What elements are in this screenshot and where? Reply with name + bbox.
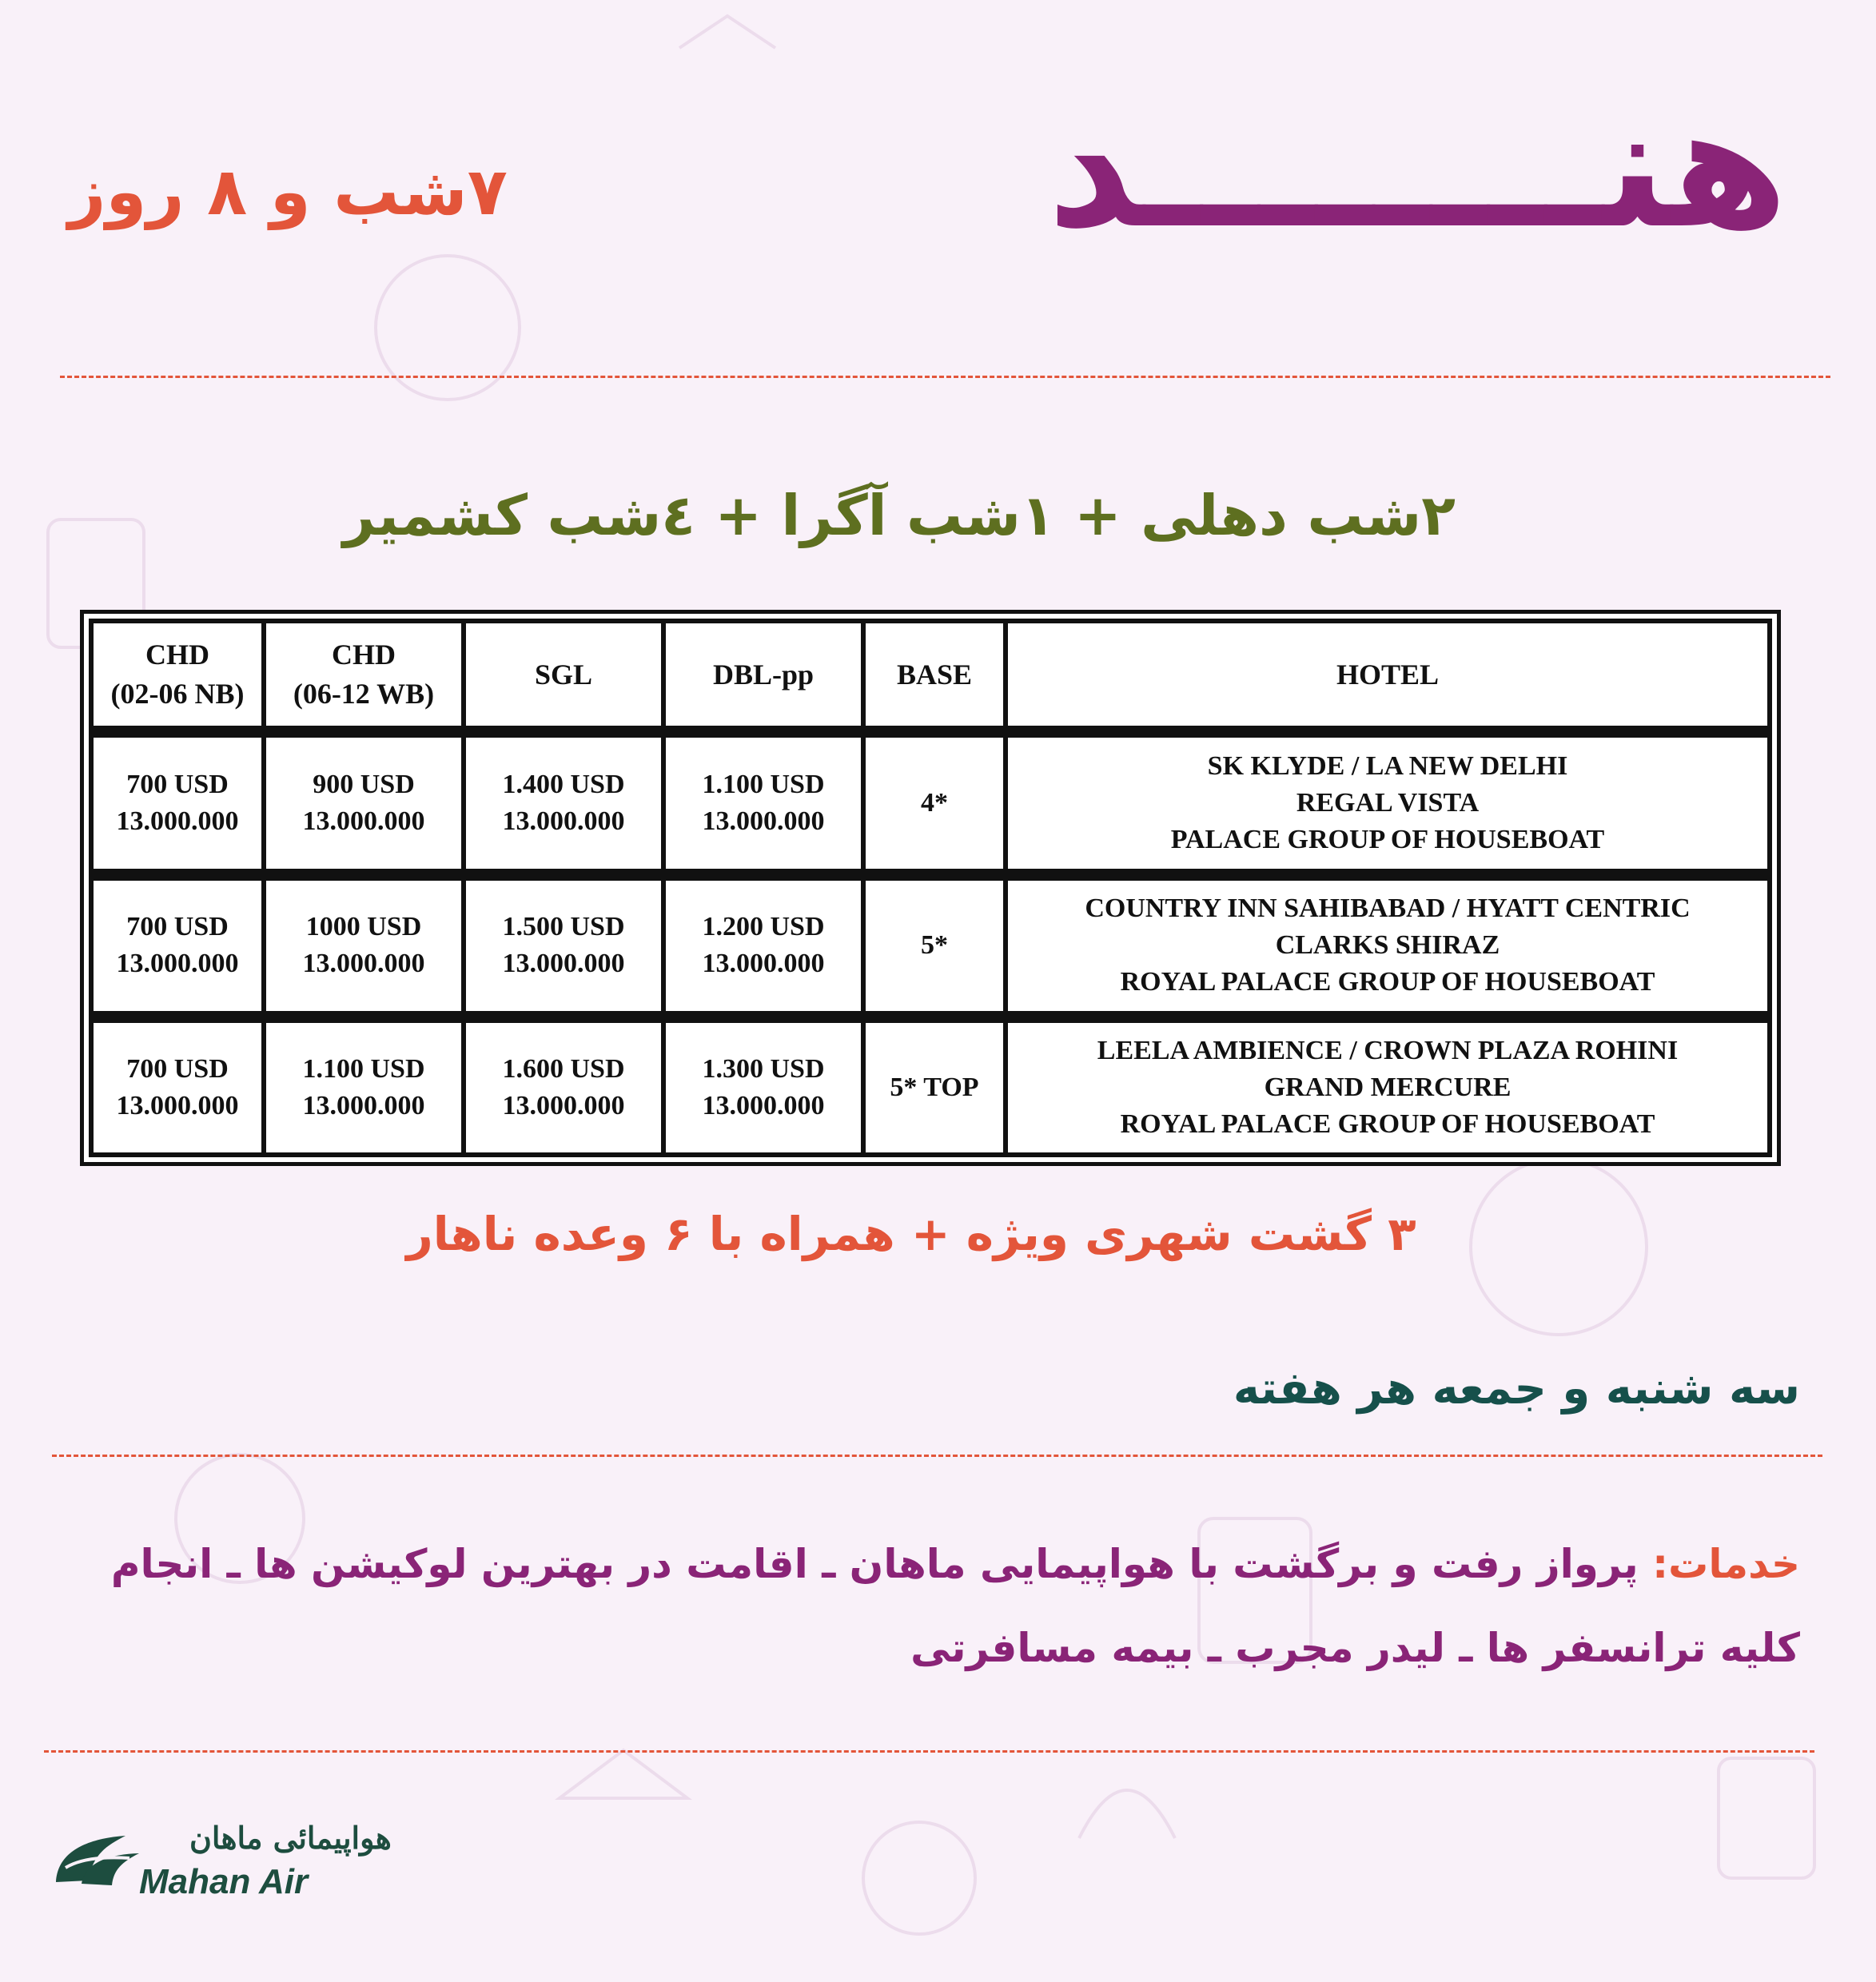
cell-sgl: 1.400 USD 13.000.000 <box>464 735 663 878</box>
table-row <box>91 735 1770 878</box>
divider-middle <box>52 1455 1822 1457</box>
divider-bottom <box>44 1750 1814 1753</box>
logo-name-en: Mahan Air <box>139 1862 309 1901</box>
cell-dbl: 1.100 USD 13.000.000 <box>663 735 863 878</box>
logo-name-fa: هواپیمائی ماهان <box>189 1820 392 1856</box>
cell-chd-nb: 700 USD 13.000.000 <box>91 878 264 1021</box>
cell-chd-wb: 1.100 USD 13.000.000 <box>264 1021 464 1155</box>
col-header-chd-wb: CHD (06-12 WB) <box>264 621 464 735</box>
table-header-row <box>91 621 1770 735</box>
col-header-dbl: DBL-pp <box>663 621 863 735</box>
divider-top <box>60 376 1830 378</box>
cell-dbl: 1.200 USD 13.000.000 <box>663 878 863 1021</box>
mahan-air-emblem-icon <box>50 1818 145 1898</box>
services-text: پرواز رفت و برگشت با هواپیمایی ماهان ـ اقامت در بهترین لوکیشن ها ـ انجام کلیه ترانسفر ها ـ لیدر مجرب ـ بیمه مسافرتی <box>110 1541 1800 1671</box>
cell-sgl: 1.600 USD 13.000.000 <box>464 1021 663 1155</box>
cell-sgl: 1.500 USD 13.000.000 <box>464 878 663 1021</box>
mahan-air-logo <box>50 1818 392 1901</box>
trip-duration: ۷شب و ۸ روز <box>68 154 508 230</box>
price-table-frame <box>80 610 1781 1166</box>
cell-base: 4* <box>863 735 1006 878</box>
cell-chd-wb: 900 USD 13.000.000 <box>264 735 464 878</box>
table-row <box>91 878 1770 1021</box>
cell-chd-wb: 1000 USD 13.000.000 <box>264 878 464 1021</box>
cell-chd-nb: 700 USD 13.000.000 <box>91 735 264 878</box>
departure-days: سه شنبه و جمعه هر هفته <box>1233 1363 1800 1415</box>
services-paragraph <box>82 1522 1800 1690</box>
cell-hotel: COUNTRY INN SAHIBABAD / HYATT CENTRIC CLARKS SHIRAZ ROYAL PALACE GROUP OF HOUSEBOAT <box>1006 878 1770 1021</box>
cell-dbl: 1.300 USD 13.000.000 <box>663 1021 863 1155</box>
col-header-hotel: HOTEL <box>1006 621 1770 735</box>
col-header-base: BASE <box>863 621 1006 735</box>
price-table <box>89 619 1772 1157</box>
tours-note: ۳ گشت شهری ویژه + همراه با ۶ وعده ناهار <box>406 1207 1416 1261</box>
cell-chd-nb: 700 USD 13.000.000 <box>91 1021 264 1155</box>
col-header-chd-nb: CHD (02-06 NB) <box>91 621 264 735</box>
route-heading: ۲شب دهلی + ۱شب آگرا + ٤شب کشمیر <box>342 483 1456 548</box>
cell-base: 5* TOP <box>863 1021 1006 1155</box>
page-title: هنــــــــد <box>1047 70 1788 265</box>
cell-hotel: SK KLYDE / LA NEW DELHI REGAL VISTA PALACE GROUP OF HOUSEBOAT <box>1006 735 1770 878</box>
table-row <box>91 1021 1770 1155</box>
col-header-sgl: SGL <box>464 621 663 735</box>
services-label: خدمات: <box>1652 1541 1800 1587</box>
cell-hotel: LEELA AMBIENCE / CROWN PLAZA ROHINI GRAND MERCURE ROYAL PALACE GROUP OF HOUSEBOAT <box>1006 1021 1770 1155</box>
cell-base: 5* <box>863 878 1006 1021</box>
